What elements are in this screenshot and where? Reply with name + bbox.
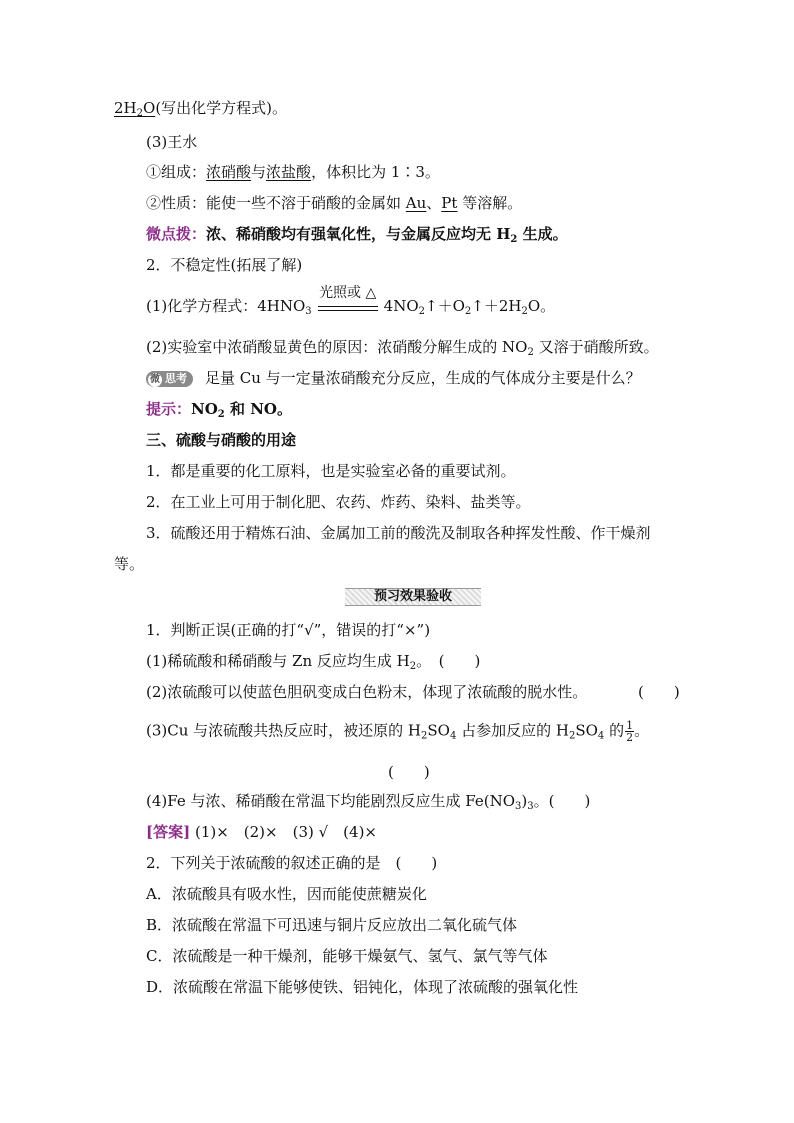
option-b: B．浓硫酸在常温下可迅速与铜片反应放出二氧化硫气体	[146, 916, 518, 934]
line-use-3-cont: 等。	[114, 555, 145, 573]
line-decomposition-equation: (1)化学方程式：$4HNO_3$ 光照或 △ $4NO_2↑+O_2↑+2H_2O$。	[146, 285, 556, 317]
heading-instability: 2．不稳定性(拓展了解)	[146, 256, 303, 274]
option-a: A．浓硫酸具有吸水性，因而能使蔗糖炭化	[146, 885, 427, 903]
question-1-item-3: (3)Cu 与浓硫酸共热反应时，被还原的 $H_2SO_4$ 占参加反应的 $H_2SO_4$ 的 $\frac{1}{2}$ 。	[146, 719, 650, 744]
answer-line: [答案] (1)× (2)× (3) √ (4)×	[146, 823, 377, 841]
line-equation-tail: $2H_2O$(写出化学方程式)。	[114, 99, 288, 119]
fraction-one-half: $\frac{1}{2}$	[626, 719, 634, 744]
question-1-item-2: (2)浓硫酸可以使蓝色胆矾变成白色粉末，体现了浓硫酸的脱水性。	[146, 683, 588, 701]
question-1-item-2-blank: ( )	[638, 683, 680, 701]
line-yellow-reason: (2)实验室中浓硝酸显黄色的原因：浓硝酸分解生成的 $NO_2$ 又溶于硝酸所致。	[146, 338, 659, 358]
heading-uses: 三、硫酸与硝酸的用途	[146, 431, 297, 449]
section-title-preview-check: 预习效果验收	[345, 588, 481, 606]
option-d: D．浓硫酸在常温下能够使铁、铝钝化，体现了浓硫酸的强氧化性	[146, 978, 579, 996]
question-1: 1．判断正误(正确的打“√”，错误的打“×”)	[146, 621, 431, 639]
line-hint: 提示：$NO_2$ 和 NO。	[146, 400, 292, 420]
line-use-3: 3．硫酸还用于精炼石油、金属加工前的酸洗及制取各种挥发性酸、作干燥剂	[146, 524, 651, 542]
reaction-arrow: 光照或 △	[316, 297, 380, 317]
line-use-1: 1．都是重要的化工原料，也是实验室必备的重要试剂。	[146, 462, 516, 480]
subheading-aqua-regia: (3)王水	[146, 133, 198, 151]
line-use-2: 2．在工业上可用于制化肥、农药、炸药、染料、盐类等。	[146, 493, 531, 511]
line-think-question: 微 思考 足量 Cu 与一定量浓硝酸充分反应，生成的气体成分主要是什么？	[146, 368, 641, 388]
question-1-item-1: (1)稀硫酸和稀硝酸与 Zn 反应均生成 $H_2$。 ( )	[146, 652, 481, 672]
equation-fragment: $2H_2O$	[114, 99, 156, 119]
line-properties: ②性质：能使一些不溶于硝酸的金属如 Au、Pt 等溶解。	[146, 194, 523, 212]
question-1-item-3-blank: ( )	[388, 763, 430, 781]
option-c: C．浓硫酸是一种干燥剂，能够干燥氨气、氢气、氯气等气体	[146, 947, 548, 965]
question-2: 2．下列关于浓硫酸的叙述正确的是 ( )	[146, 854, 438, 872]
line-tip: 微点拨：浓、稀硝酸均有强氧化性，与金属反应均无 $H_2$ 生成。	[146, 225, 568, 245]
think-badge-icon: 微 思考	[146, 371, 193, 387]
line-composition: ①组成：浓硝酸与浓盐酸，体积比为 1∶3。	[146, 163, 440, 181]
question-1-item-4: (4)Fe 与浓、稀硝酸在常温下均能剧烈反应生成 $Fe(NO_3)_3$。( )	[146, 792, 591, 812]
